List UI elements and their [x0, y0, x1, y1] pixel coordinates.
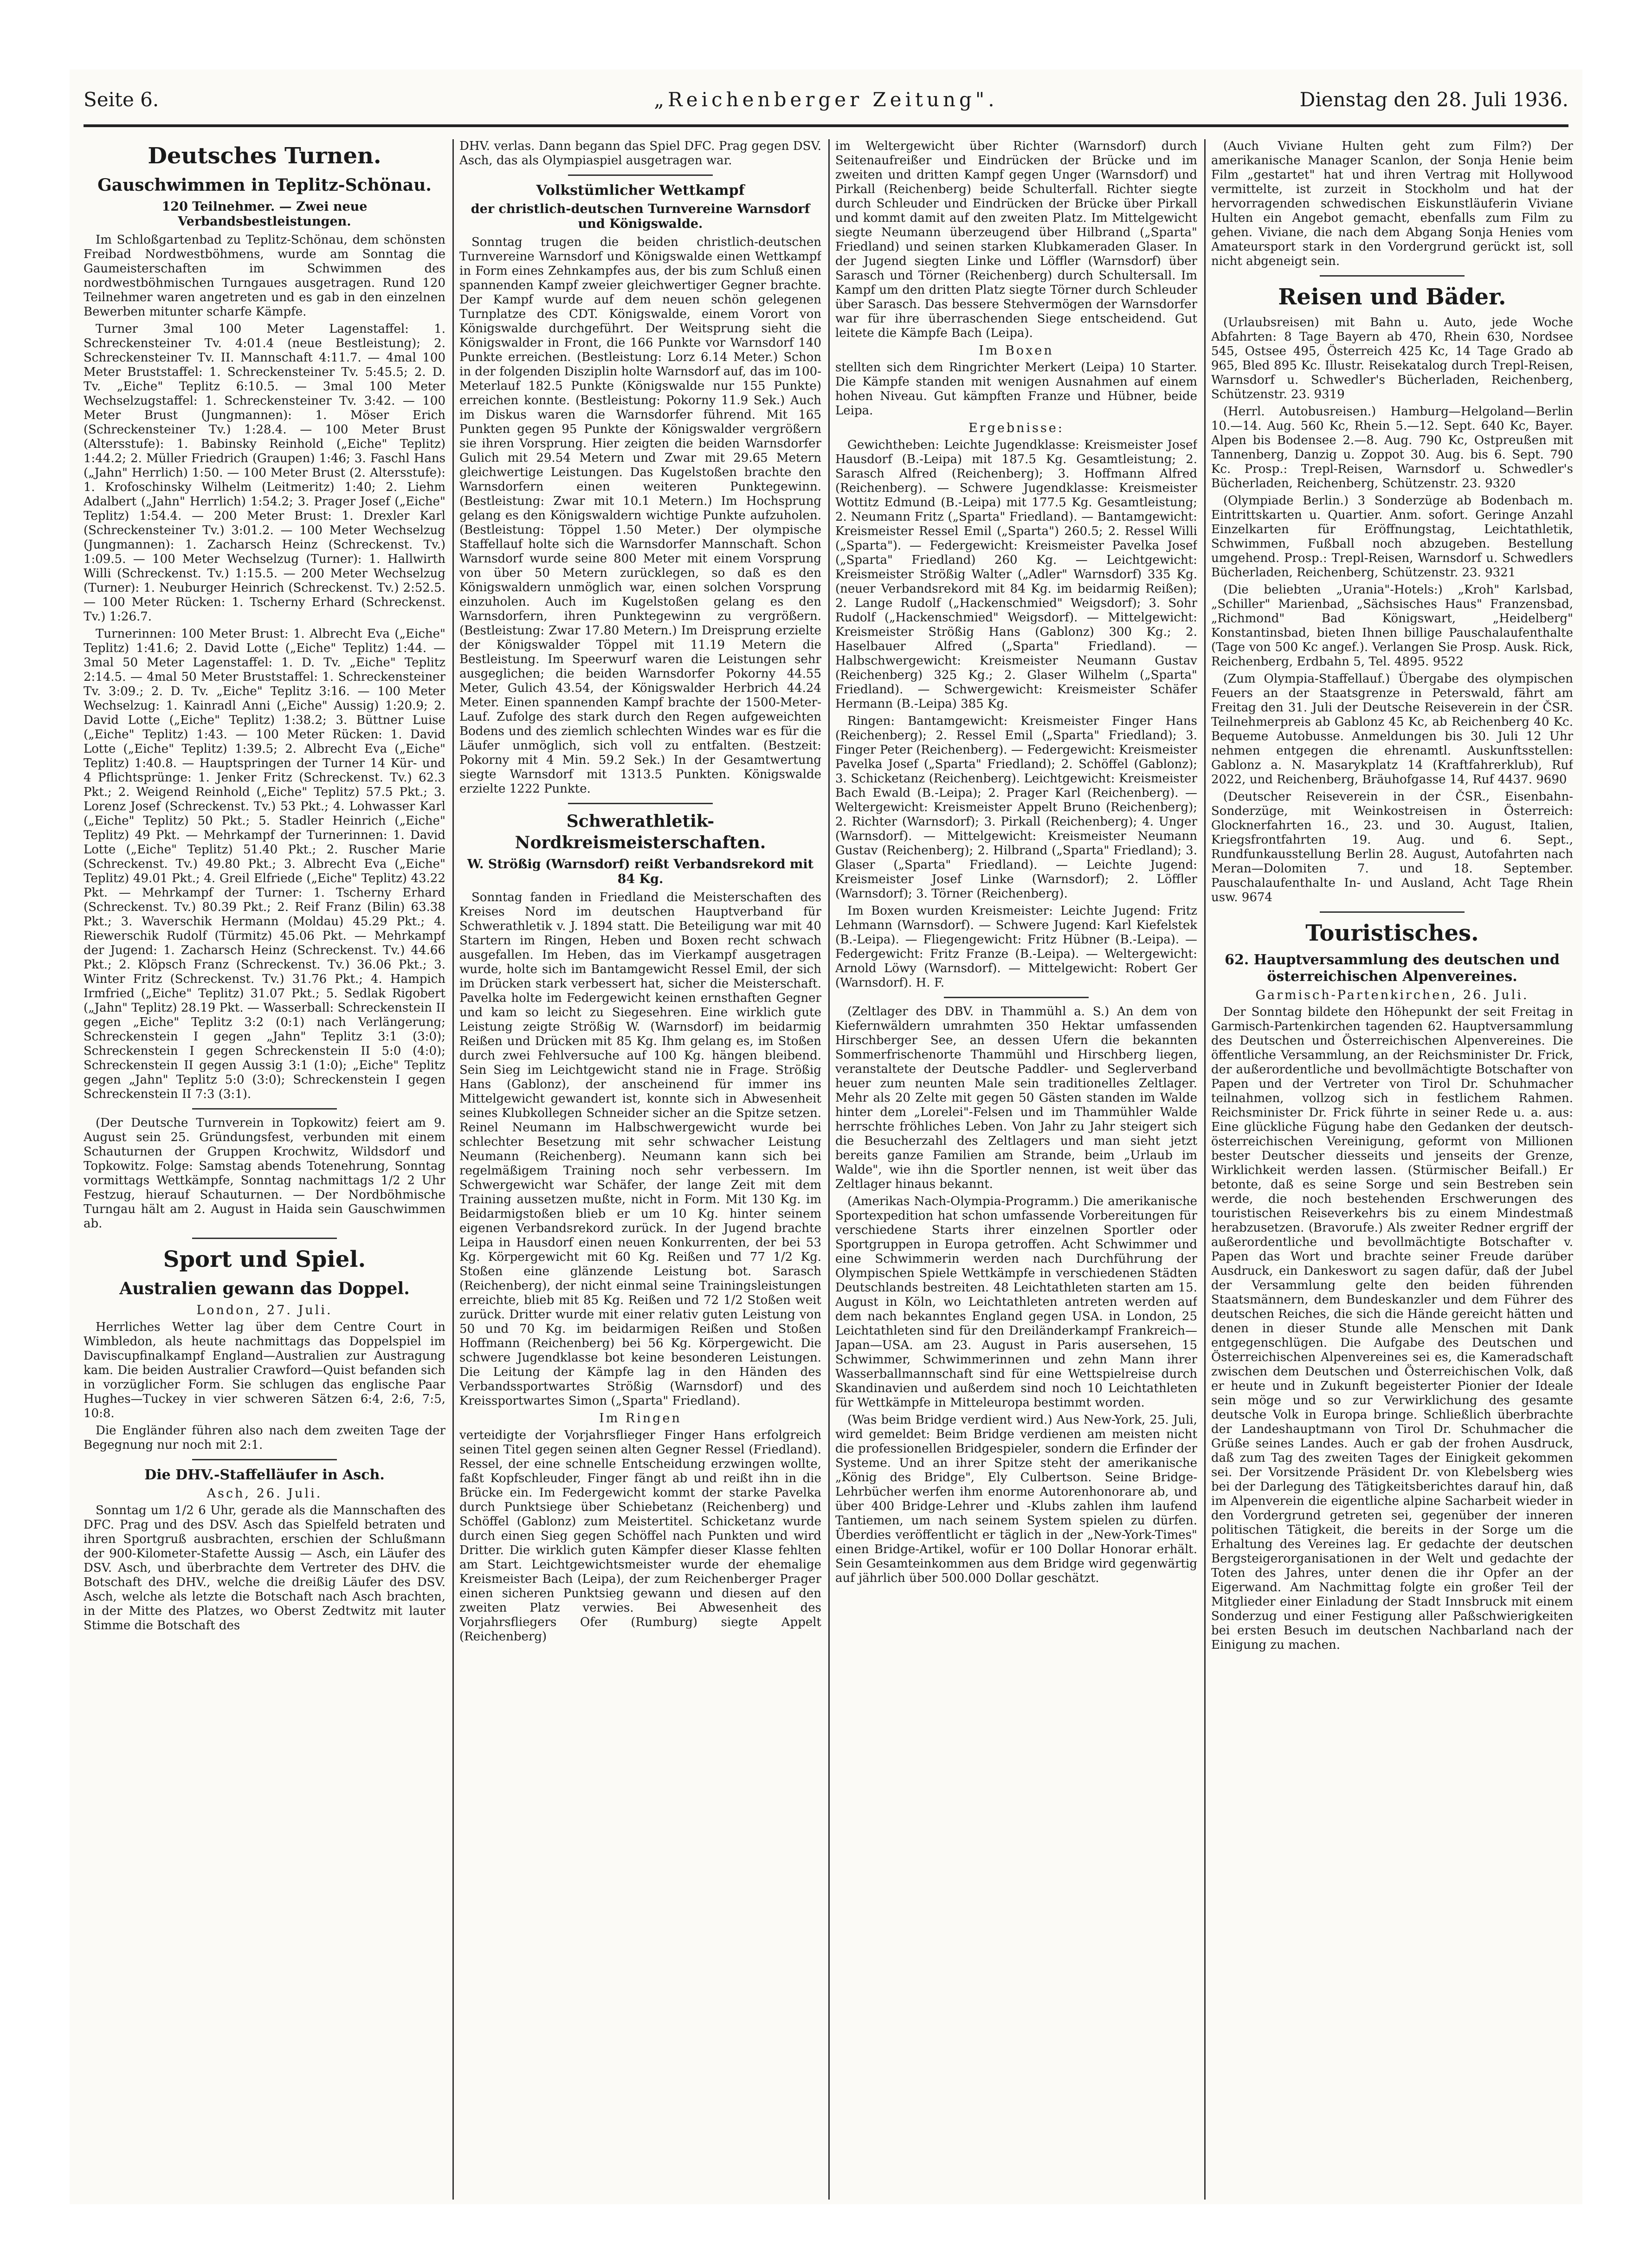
dateline: Garmisch-Partenkirchen, 26. Juli. — [1255, 988, 1529, 1002]
newspaper-page — [70, 70, 1582, 2204]
page-header — [84, 79, 1568, 121]
article-subheadline: 120 Teilnehmer. — Zwei neue Verbandsbestleistungen. — [161, 200, 368, 229]
section-title: Touristisches. — [1305, 920, 1479, 946]
section-title: Deutsches Turnen. — [148, 143, 381, 169]
article-paragraph: DHV. verlas. Dann begann das Spiel DFC. Prag gegen DSV. Asch, das als Olympiaspiel ausgetragen war. — [459, 139, 821, 168]
separator — [944, 997, 1089, 998]
newspaper-title: „Reichenberger Zeitung". — [654, 88, 998, 111]
news-brief: (Zeltlager des DBV. in Thammühl a. S.) An dem von Kiefernwäldern umrahmten 350 Hektar umfassenden Hirschberger See, an dessen Ufern die bekannten Sommerfrischenorte Thammühl und Hirschberg liegen, veranstaltete der Deutsche Paddler- und Seglerverband heuer zum neunten Male sein traditionelles Zeltlager. Mehr als 20 Zelte mit gegen 50 Gästen standen im Walde hinter dem „Lorelei"-Felsen und im Thammühler Walde herrschte fröhliches Leben. Von Jahr zu Jahr steigert sich die Besucherzahl des Zeltlagers und man sieht jetzt bereits ganze Familien am Strande, beim „Urlaub im Walde", wie ihn die Sportler nennen, ist weit über das Zeltlager hinaus bekannt. — [835, 1005, 1197, 1191]
article-paragraph: Im Schloßgartenbad zu Teplitz-Schönau, dem schönsten Freibad Nordwestböhmens, wurde am Sonntag die Gaumeisterschaften im Schwimmen des nordwestböhmischen Turngaues ausgetragen. Rund 120 Teilnehmer waren angetreten und es gab in den einzelnen Bewerben mitunter scharfe Kämpfe. — [84, 233, 445, 319]
advertisement: (Die beliebten „Urania"-Hotels:) „Kroh" Karlsbad, „Schiller" Marienbad, „Sächsisches Haus" Franzensbad, „Richmond" Bad Königswart, „Heidelberg" Konstantinsbad, bieten Ihnen billige Pauschalaufenthalte (Tage von 500 Kc angef.). Verlangen Sie Prosp. Ausk. Rick, Reichenberg, Erdbahn 5, Tel. 4895. 9522 — [1211, 583, 1573, 669]
article-subheadline: der christlich-deutschen Turnvereine Warnsdorf und Königswalde. — [471, 202, 810, 231]
separator — [192, 1459, 337, 1460]
separator — [568, 174, 713, 176]
article-paragraph: stellten sich dem Ringrichter Merkert (Leipa) 10 Starter. Die Kämpfe standen mit wenigen Ausnahmen auf einem hohen Niveau. Gut kämpften Franze und Hübner, beide Leipa. — [835, 361, 1197, 418]
news-brief: (Auch Viviane Hulten geht zum Film?) Der amerikanische Manager Scanlon, der Sonja Henie beim Film „gestartet" hat und ihren Vertrag mit Hollywood vermittelte, ist zurzeit in Stockholm und hat der hervorragenden schwedischen Eiskunstläuferin Viviane Hulten ein Angebot gemacht, ebenfalls zum Film zu gehen. Viviane, die nach dem Abgang Sonja Henies vom Amateursport stark in den Vordergrund gerückt ist, soll nicht abgeneigt sein. — [1211, 139, 1573, 268]
article-headline: 62. Hauptversammlung des deutschen und österreichischen Alpenvereines. — [1225, 952, 1560, 985]
section-title: Sport und Spiel. — [163, 1246, 366, 1272]
article-headline: Gauschwimmen in Teplitz-Schönau. — [97, 175, 432, 195]
header-rule — [84, 124, 1568, 127]
advertisement: (Olympiade Berlin.) 3 Sonderzüge ab Bodenbach m. Eintrittskarten u. Quartier. Anm. sofort. Geringe Anzahl Einzelkarten für Eröffnungstag, Leichtathletik, Schwimmen, Fußball noch abzugeben. Bestellung umgehend. Prosp.: Trepl-Reisen, Warnsdorf u. Schwedlers Bücherladen, Reichenberg, Schützenstr. 23. 9321 — [1211, 494, 1573, 580]
column-3 — [835, 139, 1197, 2200]
separator — [1320, 911, 1465, 913]
article-headline: Schwerathletik-Nordkreismeisterschaften. — [515, 812, 766, 852]
column-divider — [1204, 139, 1206, 2200]
article-headline: Die DHV.-Staffelläufer in Asch. — [144, 1467, 385, 1483]
results-paragraph: Ringen: Bantamgewicht: Kreismeister Finger Hans (Reichenberg); 2. Ressel Emil („Sparta" Friedland); 3. Finger Peter (Reichenberg). — Federgewicht: Kreismeister Pavelka Josef („Sparta" Friedland); 2. Schöffel (Gablonz); 3. Schicketanz (Reichenberg). Leichtgewicht: Kreismeister Bach Ewald (B.-Leipa); 2. Prager Karl (Reichenberg). — Weltergewicht: Kreismeister Appelt Bruno (Reichenberg); 2. Richter (Warnsdorf); 3. Pirkall (Reichenberg); 4. Unger (Warnsdorf). — Mittelgewicht: Kreismeister Neumann Gustav (Reichenberg); 2. Hilbrand („Sparta" Friedland); 3. Glaser („Sparta" Friedland). — Leichte Jugend: Kreismeister Josef Linke (Warnsdorf); 2. Löffler (Warnsdorf); 3. Törner (Reichenberg). — [835, 714, 1197, 901]
article-paragraph: Sonntag trugen die beiden christlich-deutschen Turnvereine Warnsdorf und Königswalde einen Wettkampf in Form eines Zehnkampfes aus, der bis zum Schluß einen spannenden Kampf zweier gleichwertiger Gegner brachte. Der Kampf wurde auf dem neuen schön gelegenen Turnplatze des CDT. Königswalde, einem Vorort von Königswalde durchgeführt. Der Weitsprung sieht die Königswalder in Front, die 166 Punkte vor Warnsdorf 140 Punkte erreichen. (Bestleistung: Lorz 6.14 Meter.) Schon in der folgenden Disziplin holte Warnsdorf auf, das im 100-Meterlauf 182.5 Punkte (Königswalde nur 155 Punkte) erreichen konnte. (Bestleistung: Pokorny 11.9 Sek.) Auch im Diskus waren die Warnsdorfer führend. Mit 165 Punkten gegen 95 Punkte der Königswalder vergrößern sie ihren Vorsprung. Hier zeigten die beiden Warnsdorfer Gulich mit 29.54 Metern und Zwar mit 29.65 Metern gleichwertige Leistungen. Das Kugelstoßen brachte den Warnsdorfern einen weiteren Punktegewinn. (Bestleistung: Zwar mit 10.1 Metern.) Im Hochsprung gelang es den Königswaldern wichtige Punkte aufzuholen. (Bestleistung: Töppel 1.50 Meter.) Der olympische Staffellauf holte sich die Warnsdorfer Mannschaft. Schon Warnsdorf wurde seine 800 Meter mit einem Vorsprung von über 50 Metern zurücklegen, so daß es den Königswaldern unmöglich war, einen solchen Vorsprung einzuholen. Auch im Kugelstoßen gelang es den Warnsdorfern, ihren Punktegewinn zu vergrößern. (Bestleistung: Zwar 17.80 Metern.) Im Dreisprung erzielte der Königswalder Töppel mit 11.19 Metern die Bestleistung. Im Speerwurf waren die Leistungen sehr ausgeglichen; die beiden Warnsdorfer Pokorny 44.55 Meter, Gulich 43.54, der Königswalder Herbrich 44.24 Meter. Einen spannenden Kampf brachte der 1500-Meter-Lauf. Zufolge des stark durch den Regen aufgeweichten Bodens und des ziemlich schlechten Windes war es für die Läufer unmöglich, sich voll zu entfalten. (Bestzeit: Pokorny mit 4 Min. 59.2 Sek.) In der Gesamtwertung siegte Warnsdorf mit 1313.5 Punkten. Königswalde erzielte 1222 Punkte. — [459, 235, 821, 796]
news-brief: (Was beim Bridge verdient wird.) Aus New-York, 25. Juli, wird gemeldet: Beim Bridge verdienen am meisten nicht die professionellen Bridgespieler, sondern die Erfinder der Systeme. Und an ihrer Spitze steht der amerikanische „König des Bridge", Ely Culbertson. Seine Bridge-Lehrbücher werfen ihm enorme Autorenhonorare ab, und über 400 Bridge-Lehrer und -Klubs zahlen ihm laufend Tantiemen, um nach seinem System spielen zu dürfen. Überdies veröffentlicht er täglich in der „New-York-Times" einen Bridge-Artikel, wofür er 100 Dollar Honorar erhält. Sein Gesamteinkommen aus dem Bridge wird gegenwärtig auf jährlich über 500.000 Dollar geschätzt. — [835, 1413, 1197, 1585]
results-paragraph: Turner 3mal 100 Meter Lagenstaffel: 1. Schreckensteiner Tv. 4:01.4 (neue Bestleistung); 2. Schreckensteiner Tv. II. Mannschaft 4:11.7. — 4mal 100 Meter Bruststaffel: 1. Schreckensteiner Tv. 5:45.5; 2. D. Tv. „Eiche" Teplitz 6:10.5. — 3mal 100 Meter Wechselzugstaffel: 1. Schreckensteiner Tv. 3:42. — 100 Meter Brust (Jungmannen): 1. Möser Erich (Schreckensteiner Tv.) 1:28.4. — 100 Meter Brust (Altersstufe): 1. Babinsky Reinhold („Eiche" Teplitz) 1:44.2; 2. Müller Friedrich (Graupen) 1:46; 3. Faschl Hans („Jahn" Herrlich) 1:50. — 100 Meter Brust (2. Altersstufe): 1. Krofoschinsky Wilhelm (Leitmeritz) 1:40; 2. Liehm Adalbert („Jahn" Herrlich) 1:54.2; 3. Prager Josef („Eiche" Teplitz) 1:54.4. — 200 Meter Brust: 1. Drexler Karl (Schreckensteiner Tv.) 3:01.2. — 100 Meter Wechselzug (Jungmannen): 1. Zacharsch Heinz (Schreckenst. Tv.) 1:09.5. — 100 Meter Wechselzug (Turner): 1. Hallwirth Willi (Schreckenst. Tv.) 1:15.5. — 200 Meter Wechselzug (Turner): 1. Neuburger Heinrich (Schreckenst. Tv.) 2:52.5. — 100 Meter Rücken: 1. Tscherny Erhard (Schreckenst. Tv.) 1:26.7. — [84, 322, 445, 624]
advertisement: (Zum Olympia-Staffellauf.) Übergabe des olympischen Feuers an der Staatsgrenze in Peterswald, fährt am Freitag den 31. Juli der Deutsche Reiseverein in der ČSR. Teilnehmerpreis ab Gablonz 45 Kc, ab Reichenberg 40 Kc. Bequeme Autobusse. Anmeldungen bis 30. Juli 12 Uhr nehmen entgegen die ehrenamtl. Auskunftsstellen: Gablonz a. N. Masarykplatz 14 (Kraftfahrerklub), Ruf 2022, und Reichenberg, Bräuhofgasse 14, Ruf 4437. 9690 — [1211, 672, 1573, 787]
news-brief: (Der Deutsche Turnverein in Topkowitz) feiert am 9. August sein 25. Gründungsfest, verbunden mit einem Schauturnen der Gruppen Krochwitz, Wildsdorf und Topkowitz. Folge: Samstag abends Totenehrung, Sonntag vormittags Wettkämpfe, Sonntag nachmittags 1/2 2 Uhr Festzug, hierauf Schauturnen. — Der Nordböhmische Turngau hält am 2. August in Haida sein Gauschwimmen ab. — [84, 1116, 445, 1231]
subsection-heading: Im Ringen — [599, 1411, 682, 1426]
issue-date: Dienstag den 28. Juli 1936. — [1299, 88, 1568, 111]
advertisement: (Deutscher Reiseverein in der ČSR., Eisenbahn-Sonderzüge, mit Weinkostreisen in Österreich: Glocknerfahrten 16., 23. und 30. August, Italien, Kriegsfrontfahrten 19. Aug. und 6. Sept., Rundfunkausstellung Berlin 28. August, Autofahrten nach Meran—Dolomiten 7. und 18. September. Pauschalaufenthalte In- und Ausland, Acht Tage Rhein usw. 9674 — [1211, 790, 1573, 904]
article-paragraph: Sonntag um 1/2 6 Uhr, gerade als die Mannschaften des DFC. Prag und des DSV. Asch das Spielfeld betraten und ihren Sportgruß ausbrachten, erschien der Schlußmann der 900-Kilometer-Stafette Aussig — Asch, ein Läufer des DSV. Asch, und überbrachte dem Vertreter des DHV. die Botschaft des DHV., welche die dreißig Läufer des DSV. Asch, welche als letzte die Botschaft nach Asch brachten, in der Mitte des Platzes, wo Oberst Zedtwitz mit lauter Stimme die Botschaft des — [84, 1504, 445, 1633]
separator — [568, 803, 713, 804]
article-headline: Volkstümlicher Wettkampf — [536, 182, 745, 199]
column-1 — [84, 139, 445, 2200]
article-subheadline: W. Strößig (Warnsdorf) reißt Verbandsrekord mit 84 Kg. — [467, 857, 814, 886]
results-paragraph: Gewichtheben: Leichte Jugendklasse: Kreismeister Josef Hausdorf (B.-Leipa) mit 187.5 Kg. Gesamtleistung; 2. Sarasch Alfred (Reichenberg); 3. Hoffmann Alfred (Reichenberg). — Schwere Jugendklasse: Kreismeister Wottitz Edmund (B.-Leipa) mit 177.5 Kg. Gesamtleistung; 2. Neumann Fritz („Sparta" Friedland). — Bantamgewicht: Kreismeister Ressel Emil („Sparta") 260.5; 2. Ressel Willi („Sparta"). — Federgewicht: Kreismeister Pavelka Josef („Sparta" Friedland) 260 Kg. — Leichtgewicht: Kreismeister Strößig Walter („Adler" Warnsdorf) 335 Kg. (neuer Verbandsrekord mit 84 Kg. im beidarmig Reißen); 2. Lange Rudolf („Hackenschmied" Weigsdorf); 3. Sohr Rudolf („Hackenschmied" Weigsdorf). — Mittelgewicht: Kreismeister Strößig Hans (Gablonz) 300 Kg.; 2. Haselbauer Alfred („Sparta" Friedland). — Halbschwergewicht: Kreismeister Neumann Gustav (Reichenberg) 325 Kg.; 2. Glaser Wilhelm („Sparta" Friedland). — Schwergewicht: Kreismeister Schäfer Hermann (B.-Leipa) 385 Kg. — [835, 438, 1197, 711]
article-headline: Australien gewann das Doppel. — [119, 1279, 410, 1298]
article-paragraph: Sonntag fanden in Friedland die Meisterschaften des Kreises Nord im deutschen Hauptverband für Schwerathletik v. J. 1894 statt. Die Beteiligung war mit 40 Startern im Ringen, Heben und Boxen recht schwach ausgefallen. Im Heben, das im Vierkampf ausgetragen wurde, holte sich im Bantamgewicht Ressel Emil, der sich im Drücken stark verbessert hat, sicher die Meisterschaft. Pavelka holte im Federgewicht keinen ernsthaften Gegner und kam so leicht zu Siegesehren. Eine wirklich gute Leistung zeigte Strößig W. (Warnsdorf) im beidarmig Reißen und Drücken mit 85 Kg. Ihm gelang es, im Stoßen durch zwei Fehlversuche auf 100 Kg. hängen bleibend. Sein Sieg im Leichtgewicht stand nie in Frage. Strößig Hans (Gablonz), der anscheinend für immer ins Mittelgewicht gewandert ist, konnte sich in Abwesenheit seines Klubkollegen Schneider sicher an die Spitze setzen. Reinel Neumann im Halbschwergewicht wurde bei schlechter Besetzung mit sehr schwacher Leistung Neumann (Reichenberg). Neumann kann sich bei regelmäßigem Training noch sehr verbessern. Im Schwergewicht war Schäfer, der lange Zeit mit dem Training aussetzen mußte, nicht in Form. Mit 130 Kg. im Beidarmigstoßen blieb er um 10 Kg. hinter seinem eigenen Verbandsrekord zurück. In der Jugend brachte Leipa in Hausdorf einen neuen Konkurrenten, der bei 53 Kg. Körpergewicht mit 60 Kg. Reißen und 77 1/2 Kg. Stoßen eine glänzende Leistung bot. Sarasch (Reichenberg), der nicht einmal seine Trainingsleistungen erreichte, blieb mit 85 Kg. Reißen und 72 1/2 Stoßen weit zurück. Dritter wurde mit einer relativ guten Leistung von 50 und 70 Kg. im beidarmigen Reißen und Stoßen Hoffmann (Reichenberg) bei 56 Kg. Körpergewicht. Die schwere Jugendklasse bot keine besonderen Leistungen. Die Leitung der Kämpfe lag in den Händen des Verbandssportwartes Strößig (Warnsdorf) und des Kreissportwartes Simon („Sparta" Friedland). — [459, 891, 821, 1408]
advertisement: (Herrl. Autobusreisen.) Hamburg—Helgoland—Berlin 10.—14. Aug. 560 Kc, Rhein 5.—12. Sept. 640 Kc, Bayer. Alpen bis Bodensee 2.—8. Aug. 790 Kc, Ostpreußen mit Tannenberg, Danzig u. Zoppot 30. Aug. bis 6. Sept. 790 Kc. Prosp.: Trepl-Reisen, Warnsdorf u. Schwedler's Bücherladen, Reichenberg, Schützenstr. 23. 9320 — [1211, 405, 1573, 490]
dateline: Asch, 26. Juli. — [206, 1486, 323, 1501]
separator — [1320, 275, 1465, 277]
subsection-heading: Im Boxen — [979, 343, 1054, 358]
article-paragraph: Der Sonntag bildete den Höhepunkt der seit Freitag in Garmisch-Partenkirchen tagenden 62. Hauptversammlung des Deutschen und Österreichischen Alpenvereines. Die öffentliche Versammlung, an der Reichsminister Dr. Frick, der außerordentliche und bevollmächtigte Botschafter von Papen und der Vertreter von Tirol Dr. Schuhmacher teilnahmen, vollzog sich in festlichem Rahmen. Reichsminister Dr. Frick führte in seiner Rede u. a. aus: Eine glückliche Fügung habe den Gedanken der deutsch-österreichischen Vereinigung, geformt von Millionen bester Deutscher diesseits und jenseits der Grenze, Wirklichkeit werden lassen. (Stürmischer Beifall.) Er betonte, daß es seine Sorge und sein Bestreben sein werde, die noch bestehenden Erschwerungen des touristischen Reiseverkehrs bis zu einem Mindestmaß herabzusetzen. (Bravorufe.) Als zweiter Redner ergriff der außerordentliche und bevollmächtigte Botschafter v. Papen das Wort und brachte seiner Freude darüber Ausdruck, ein Dankeswort zu sagen dafür, daß der Jubel der Versammlung gelte den beiden führenden Staatsmännern, dem Bundeskanzler und dem Führer des deutschen Reiches, die sich die Hände gereicht hätten und denen in dieser Stunde alle Menschen mit Dank entgegenschlügen. Die Aufgabe des Deutschen und Österreichischen Alpenvereines sei es, die Kameradschaft zwischen dem Deutschen und Österreichischen Volk, daß er heute und in Zukunft begeisterter Pionier der Ideale sein möge und so zur Verwirklichung des gesamte deutsche Volk in Europa bringe. Schließlich überbrachte der Landeshauptmann von Tirol Dr. Schuhmacher die Grüße seines Landes. Auch er gab der frohen Ausdruck, daß zum Tag des zweiten Tages der Einigkeit gekommen sei. Der Vorsitzende Präsident Dr. von Klebelsberg wies bei der Darlegung des Tätigkeitsberichtes darauf hin, daß im Alpenverein die eigentliche alpine Sacharbeit wieder in den Vordergrund getreten sei, gegenüber der inneren politischen Tätigkeit, die bereits in der Sorge um die Erhaltung des Vereines lag. Er gedachte der deutschen Bergsteigerorganisationen in der Welt und gedachte der Toten des Jahres, unter denen die ihr Opfer an der Eigerwand. Am Nachmittag folgte ein großer Teil der Mitglieder einer Einladung der Stadt Innsbruck mit einem Sonderzug und einer Festigung aller Paßschwierigkeiten bei ersten Besuch im deutschen Nachbarland nach der Einigung zu machen. — [1211, 1005, 1573, 1652]
column-divider — [828, 139, 830, 2200]
article-paragraph: Herrliches Wetter lag über dem Centre Court in Wimbledon, als heute nachmittags das Doppelspiel im Daviscupfinalkampf England—Australien zur Austragung kam. Die beiden Australier Crawford—Quist befanden sich in vorzüglicher Form. Sie schlugen das englische Paar Hughes—Tuckey in vier schweren Sätzen 6:4, 2:6, 7:5, 10:8. — [84, 1320, 445, 1420]
section-title: Reisen und Bäder. — [1278, 284, 1506, 310]
advertisement: (Urlaubsreisen) mit Bahn u. Auto, jede Woche Abfahrten: 8 Tage Bayern ab 470, Rhein 630, Nordsee 545, Ostsee 495, Österreich 425 Kc, 14 Tage Grado ab 965, Bled 895 Kc. Illustr. Reisekatalog durch Trepl-Reisen, Warnsdorf u. Schwedler's Bücherladen, Reichenberg, Schützenstr. 23. 9319 — [1211, 316, 1573, 401]
separator — [192, 1108, 337, 1110]
news-brief: (Amerikas Nach-Olympia-Programm.) Die amerikanische Sportexpedition hat schon umfassende Vorbereitungen für verschiedene Starts ihrer einzelnen Sportler oder Sportgruppen in Europa getroffen. Acht Schwimmer und eine Schwimmerin werden nach Durchführung der Olympischen Spiele Wettkämpfe in verschiedenen Städten Deutschlands bestreiten. 48 Leichtathleten starten am 15. August in Köln, wo Leichtathleten antreten werden auf dem nach bekanntes England gegen USA. in London, 25 Leichtathleten sind für den Dreiländerkampf Frankreich—Japan—USA. am 23. August in Paris ausersehen, 15 Schwimmer, Schwimmerinnen und zehn Mann ihrer Wasserballmannschaft sind für eine Wettspielreise durch Skandinavien und außerdem sind noch 10 Leichtathleten für Wettkämpfe in Mitteleuropa bestimmt worden. — [835, 1194, 1197, 1410]
column-divider — [452, 139, 454, 2200]
page-number: Seite 6. — [84, 88, 159, 111]
column-2 — [459, 139, 821, 2200]
results-paragraph: Turnerinnen: 100 Meter Brust: 1. Albrecht Eva („Eiche" Teplitz) 1:41.6; 2. David Lotte („Eiche" Teplitz) 1:44. — 3mal 50 Meter Lagenstaffel: 1. D. Tv. „Eiche" Teplitz 2:14.5. — 4mal 50 Meter Bruststaffel: 1. Schreckensteiner Tv. 3:09.; 2. D. Tv. „Eiche" Teplitz 3:16. — 100 Meter Wechselzug: 1. Kainradl Anni („Eiche" Aussig) 1:20.9; 2. David Lotte („Eiche" Teplitz) 1:38.2; 3. Büttner Luise („Eiche" Teplitz) 1:43. — 100 Meter Rücken: 1. David Lotte („Eiche" Teplitz) 1:39.5; 2. Albrecht Eva („Eiche" Teplitz) 1:40.8. — Hauptspringen der Turner 14 Kür- und 4 Pflichtsprünge: 1. Jenker Fritz (Schreckenst. Tv.) 62.3 Pkt.; 2. Weigend Reinhold („Eiche" Teplitz) 57.5 Pkt.; 3. Lorenz Josef (Schreckenst. Tv.) 53 Pkt.; 4. Lohwasser Karl („Eiche" Teplitz) 50 Pkt.; 5. Stadler Heinrich („Eiche" Teplitz) 49 Pkt. — Mehrkampf der Turnerinnen: 1. David Lotte („Eiche" Teplitz) 51.40 Pkt.; 2. Ruscher Marie (Schreckenst. Tv.) 49.80 Pkt.; 3. Albrecht Eva („Eiche" Teplitz) 49.01 Pkt.; 4. Greil Elfriede („Eiche" Teplitz) 43.22 Pkt. — Mehrkampf der Turner: 1. Tscherny Erhard (Schreckenst. Tv.) 80.39 Pkt.; 2. Reif Franz (Bilin) 63.38 Pkt.; 3. Waverschik Hermann (Moldau) 45.29 Pkt.; 4. Riewerschik Rudolf (Türmitz) 45.06 Pkt. — Mehrkampf der Jugend: 1. Zacharsch Heinz (Schreckenst. Tv.) 44.66 Pkt.; 2. Klöpsch Franz (Schreckenst. Tv.) 36.06 Pkt.; 3. Winter Fritz (Schreckenst. Tv.) 31.76 Pkt.; 4. Hampich Irmfried („Eiche" Teplitz) 31.07 Pkt.; 5. Sedlak Rigobert („Jahn" Teplitz) 28.19 Pkt. — Wasserball: Schreckenstein II gegen „Eiche" Teplitz 3:2 (0:1) nach Verlängerung; Schreckenstein I gegen „Jahn" Teplitz 3:1 (3:0); Schreckenstein I gegen Schreckenstein II 5:0 (4:0); Schreckenstein II gegen Aussig 3:1 (1:0); „Eiche" Teplitz gegen „Jahn" Teplitz 5:0 (3:0); Schreckenstein I gegen Schreckenstein II 7:3 (3:1). — [84, 627, 445, 1101]
article-paragraph: Die Engländer führen also nach dem zweiten Tage der Begegnung nur noch mit 2:1. — [84, 1424, 445, 1452]
subsection-heading: Ergebnisse: — [968, 421, 1064, 435]
article-paragraph: im Weltergewicht über Richter (Warnsdorf) durch Seitenaufreißer und Eindrücken der Brücke und im zweiten und dritten Kampf gegen Unger (Warnsdorf) und Pirkall (Reichenberg) beide Schulterfall. Richter siegte durch Schleuder und Eindrücken der Brücke über Pirkall und kommt damit auf den zweiten Platz. Im Mittelgewicht siegte Neumann überzeugend über Hilbrand („Sparta" Friedland) und seinen starken Klubkameraden Glaser. In der Jugend siegten Linke und Löffler (Warnsdorf) über Sarasch und Törner (Reichenberg) durch Schultersall. Im Kampf um den dritten Platz siegte Törner durch Schleuder über Sarasch. Das bessere Stehvermögen der Warnsdorfer war für ihre überraschenden Siege entscheidend. Gut leitete die Kämpfe Bach (Leipa). — [835, 139, 1197, 340]
article-paragraph: verteidigte der Vorjahrsflieger Finger Hans erfolgreich seinen Titel gegen seinen alten Gegner Ressel (Friedland). Ressel, der eine schnelle Entscheidung erzwingen wollte, faßt Kopfschleuder, Finger fängt ab und reißt ihn in die Brücke ein. Im Federgewicht kommt der starke Pavelka durch Punktsiege über Schiebetanz (Reichenberg) und Schöffel (Gablonz) zum Meistertitel. Schicketanz wurde durch einen Sieg gegen Schöffel nach Punkten und wird Dritter. Die wirklich guten Kämpfer dieser Klasse fehlten am Start. Leichtgewichtsmeister wurde der ehemalige Kreismeister Bach (Leipa), der zum Reichenberger Prager einen sicheren Punktsieg gewann und diesen auf den zweiten Platz verwies. Bei Abwesenheit des Vorjahrsfliegers Ofer (Rumburg) siegte Appelt (Reichenberg) — [459, 1428, 821, 1644]
column-4 — [1211, 139, 1573, 2200]
results-paragraph: Im Boxen wurden Kreismeister: Leichte Jugend: Fritz Lehmann (Warnsdorf). — Schwere Jugend: Karl Kiefelstek (B.-Leipa). — Fliegengewicht: Fritz Hübner (B.-Leipa). — Federgewicht: Fritz Franze (B.-Leipa). — Weltergewicht: Arnold Löwy (Warnsdorf). — Mittelgewicht: Robert Ger (Warnsdorf). H. F. — [835, 904, 1197, 990]
dateline: London, 27. Juli. — [196, 1303, 333, 1317]
separator — [192, 1238, 337, 1239]
